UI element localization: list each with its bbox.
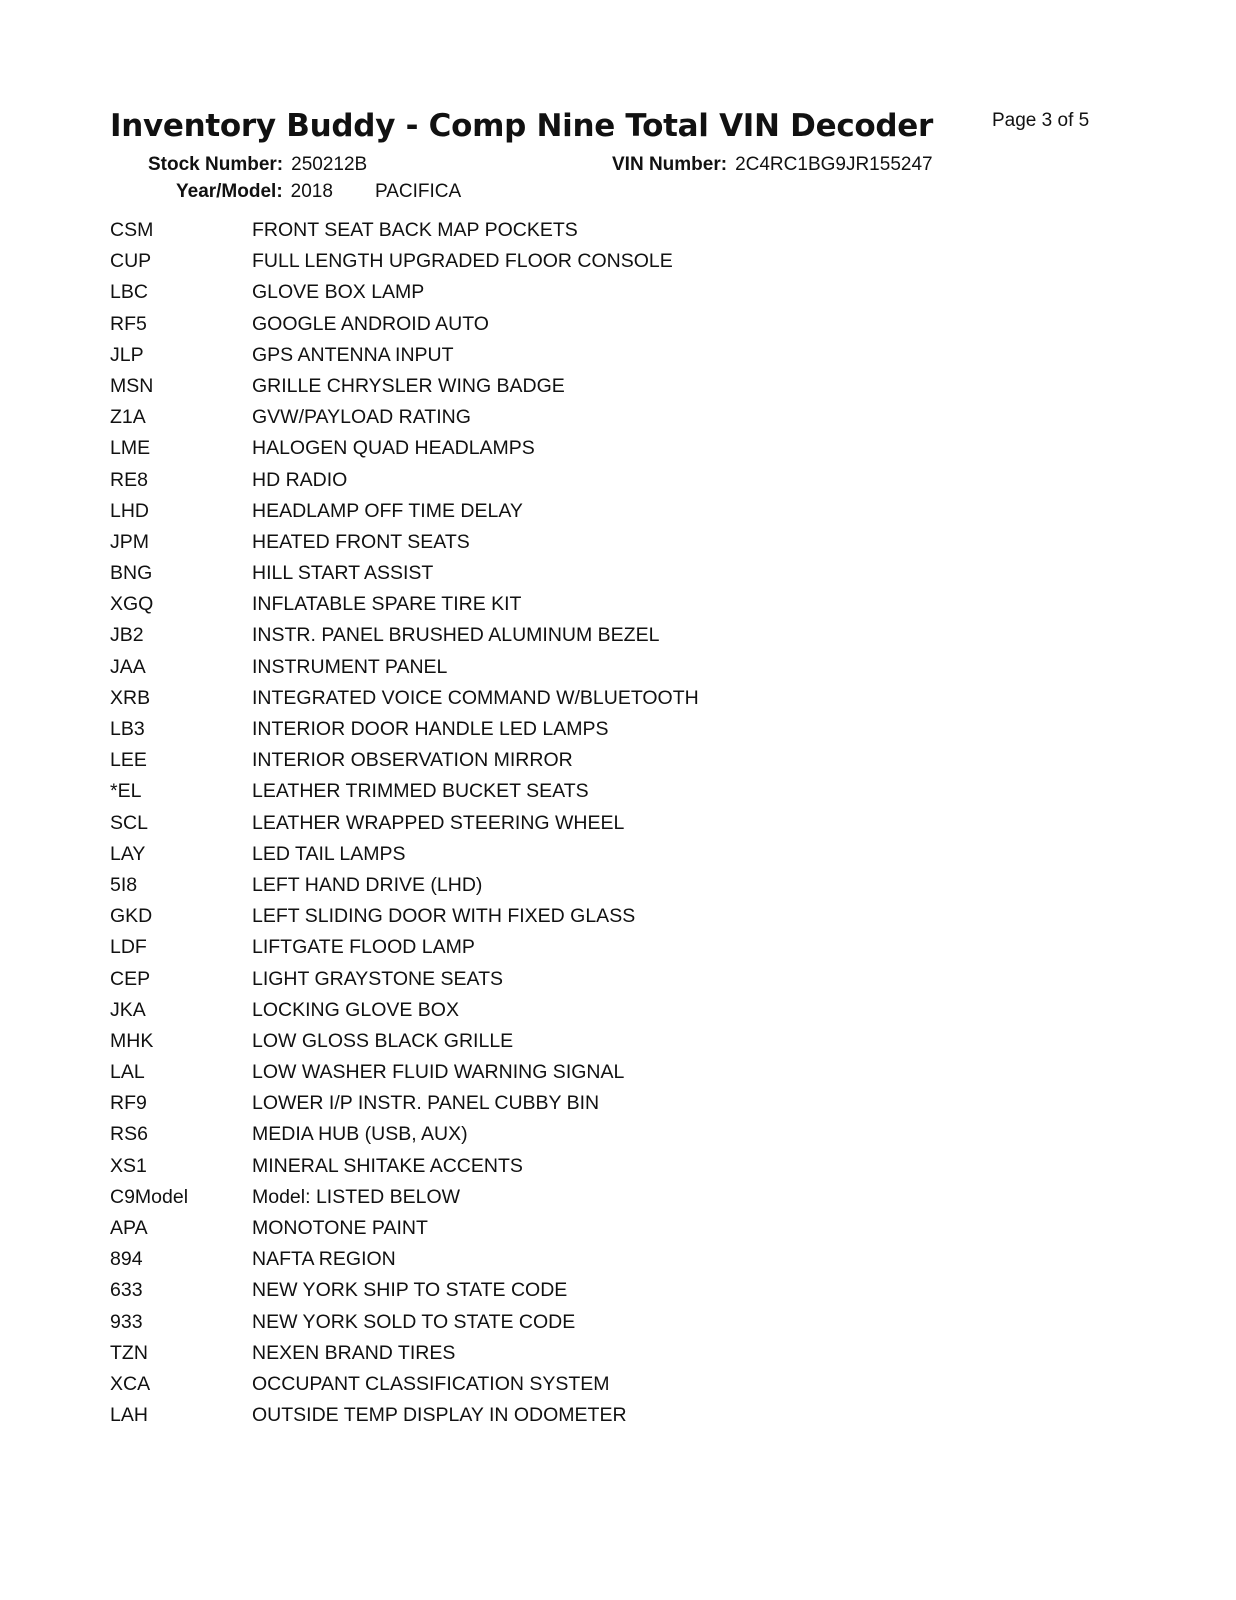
option-code: GKD xyxy=(110,905,153,928)
option-description: FULL LENGTH UPGRADED FLOOR CONSOLE xyxy=(252,250,673,273)
list-item xyxy=(110,716,1110,747)
option-description: HILL START ASSIST xyxy=(252,562,434,585)
option-code: C9Model xyxy=(110,1185,189,1208)
list-item xyxy=(110,1371,1110,1402)
option-code: 633 xyxy=(110,1279,143,1302)
option-code: 894 xyxy=(110,1248,143,1271)
option-code: SCL xyxy=(110,811,148,834)
option-description: OUTSIDE TEMP DISPLAY IN ODOMETER xyxy=(252,1404,627,1427)
option-code: TZN xyxy=(110,1341,148,1364)
option-code: LAY xyxy=(110,842,146,865)
option-description: LEATHER TRIMMED BUCKET SEATS xyxy=(252,780,589,803)
list-item xyxy=(110,560,1110,591)
option-code: APA xyxy=(110,1217,148,1239)
list-item xyxy=(110,498,1110,529)
option-description: LIGHT GRAYSTONE SEATS xyxy=(252,967,504,990)
option-description: LOWER I/P INSTR. PANEL CUBBY BIN xyxy=(252,1092,600,1115)
stock-number-label: Stock Number: xyxy=(148,154,284,175)
list-item xyxy=(110,1153,1110,1184)
option-description: GOOGLE ANDROID AUTO xyxy=(252,312,489,335)
option-description: LED TAIL LAMPS xyxy=(252,842,406,865)
list-item xyxy=(110,1059,1110,1090)
option-code: BNG xyxy=(110,562,153,585)
option-description: GLOVE BOX LAMP xyxy=(252,281,425,304)
list-item xyxy=(110,342,1110,373)
option-description: INTEGRATED VOICE COMMAND W/BLUETOOTH xyxy=(252,686,699,709)
option-description: LIFTGATE FLOOD LAMP xyxy=(252,936,475,959)
list-item xyxy=(110,872,1110,903)
option-description: GVW/PAYLOAD RATING xyxy=(252,406,471,429)
option-code: LAH xyxy=(110,1404,148,1427)
list-item xyxy=(110,778,1110,809)
list-item xyxy=(110,1277,1110,1308)
option-code: LBC xyxy=(110,281,148,304)
option-code: JKA xyxy=(110,998,146,1021)
option-description: NEXEN BRAND TIRES xyxy=(252,1341,456,1364)
list-item xyxy=(110,997,1110,1028)
option-code: *EL xyxy=(110,780,142,803)
option-description: MEDIA HUB (USB, AUX) xyxy=(252,1123,468,1146)
option-code: 933 xyxy=(110,1310,143,1333)
option-description: HALOGEN QUAD HEADLAMPS xyxy=(252,437,535,460)
list-item xyxy=(110,591,1110,622)
option-description: NEW YORK SHIP TO STATE CODE xyxy=(252,1279,568,1302)
option-description: LOW GLOSS BLACK GRILLE xyxy=(252,1029,514,1052)
option-code: JB2 xyxy=(110,624,144,647)
option-description: MONOTONE PAINT xyxy=(252,1217,428,1239)
option-description: LEFT HAND DRIVE (LHD) xyxy=(252,873,483,896)
option-code: LAL xyxy=(110,1061,145,1084)
option-description: INSTRUMENT PANEL xyxy=(252,655,448,678)
option-description: FRONT SEAT BACK MAP POCKETS xyxy=(252,219,578,241)
list-item xyxy=(110,217,1110,248)
page-title: Inventory Buddy - Comp Nine Total VIN Decoder xyxy=(110,108,934,144)
option-description: HD RADIO xyxy=(252,468,348,491)
option-code: MHK xyxy=(110,1029,154,1052)
option-description: INTERIOR OBSERVATION MIRROR xyxy=(252,749,573,772)
list-item xyxy=(110,966,1110,997)
list-item xyxy=(110,934,1110,965)
option-code: JPM xyxy=(110,530,149,553)
list-item xyxy=(110,467,1110,498)
option-code: LB3 xyxy=(110,718,145,740)
vin-number-value: 2C4RC1BG9JR155247 xyxy=(735,154,933,175)
option-description: NAFTA REGION xyxy=(252,1248,396,1271)
option-description: HEADLAMP OFF TIME DELAY xyxy=(252,499,523,522)
option-code: XCA xyxy=(110,1372,151,1395)
list-item xyxy=(110,435,1110,466)
option-description: LOW WASHER FLUID WARNING SIGNAL xyxy=(252,1061,625,1084)
list-item xyxy=(110,622,1110,653)
option-code: LDF xyxy=(110,936,147,959)
option-code: JAA xyxy=(110,655,146,678)
option-description: NEW YORK SOLD TO STATE CODE xyxy=(252,1310,576,1333)
option-description: OCCUPANT CLASSIFICATION SYSTEM xyxy=(252,1372,610,1395)
option-code: LEE xyxy=(110,749,147,772)
option-code: CSM xyxy=(110,219,154,241)
list-item xyxy=(110,747,1110,778)
list-item xyxy=(110,529,1110,560)
option-code: LME xyxy=(110,437,151,460)
list-item xyxy=(110,1028,1110,1059)
stock-number xyxy=(148,154,367,176)
year-model xyxy=(176,181,461,203)
list-item xyxy=(110,903,1110,934)
option-code: XGQ xyxy=(110,593,154,616)
option-description: GRILLE CHRYSLER WING BADGE xyxy=(252,374,565,397)
vin-number xyxy=(612,154,933,176)
option-description: HEATED FRONT SEATS xyxy=(252,530,470,553)
option-description: INTERIOR DOOR HANDLE LED LAMPS xyxy=(252,718,609,740)
option-code: RS6 xyxy=(110,1123,148,1146)
list-item xyxy=(110,1340,1110,1371)
model-value: PACIFICA xyxy=(374,181,462,202)
option-description: INSTR. PANEL BRUSHED ALUMINUM BEZEL xyxy=(252,624,660,647)
list-item xyxy=(110,373,1110,404)
list-item xyxy=(110,1121,1110,1152)
list-item xyxy=(110,685,1110,716)
list-item xyxy=(110,248,1110,279)
option-description: MINERAL SHITAKE ACCENTS xyxy=(252,1154,523,1177)
option-description: LOCKING GLOVE BOX xyxy=(252,998,459,1021)
option-code: Z1A xyxy=(110,406,146,429)
option-code: XRB xyxy=(110,686,151,709)
list-item xyxy=(110,654,1110,685)
option-code: 5I8 xyxy=(110,873,138,896)
option-description: INFLATABLE SPARE TIRE KIT xyxy=(252,593,522,616)
year-model-label: Year/Model: xyxy=(176,181,283,202)
year-value: 2018 xyxy=(290,181,333,202)
option-code: LHD xyxy=(110,499,150,522)
list-item xyxy=(110,1184,1110,1215)
page-number: Page 3 of 5 xyxy=(992,110,1090,131)
option-code-list xyxy=(110,217,1110,1433)
list-item xyxy=(110,1246,1110,1277)
option-code: CEP xyxy=(110,967,151,990)
list-item xyxy=(110,311,1110,342)
option-description: LEFT SLIDING DOOR WITH FIXED GLASS xyxy=(252,905,636,928)
option-code: MSN xyxy=(110,374,154,397)
option-code: RF9 xyxy=(110,1092,147,1115)
stock-number-value: 250212B xyxy=(291,154,368,175)
list-item xyxy=(110,1090,1110,1121)
option-description: Model: LISTED BELOW xyxy=(252,1185,461,1208)
list-item xyxy=(110,1402,1110,1433)
list-item xyxy=(110,404,1110,435)
vin-number-label: VIN Number: xyxy=(612,154,728,175)
option-code: RE8 xyxy=(110,468,148,491)
option-description: LEATHER WRAPPED STEERING WHEEL xyxy=(252,811,625,834)
list-item xyxy=(110,810,1110,841)
option-code: JLP xyxy=(110,343,144,366)
list-item xyxy=(110,279,1110,310)
option-code: XS1 xyxy=(110,1154,147,1177)
option-code: RF5 xyxy=(110,312,147,335)
list-item xyxy=(110,1215,1110,1246)
option-code: CUP xyxy=(110,250,152,273)
list-item xyxy=(110,841,1110,872)
list-item xyxy=(110,1309,1110,1340)
option-description: GPS ANTENNA INPUT xyxy=(252,343,454,366)
